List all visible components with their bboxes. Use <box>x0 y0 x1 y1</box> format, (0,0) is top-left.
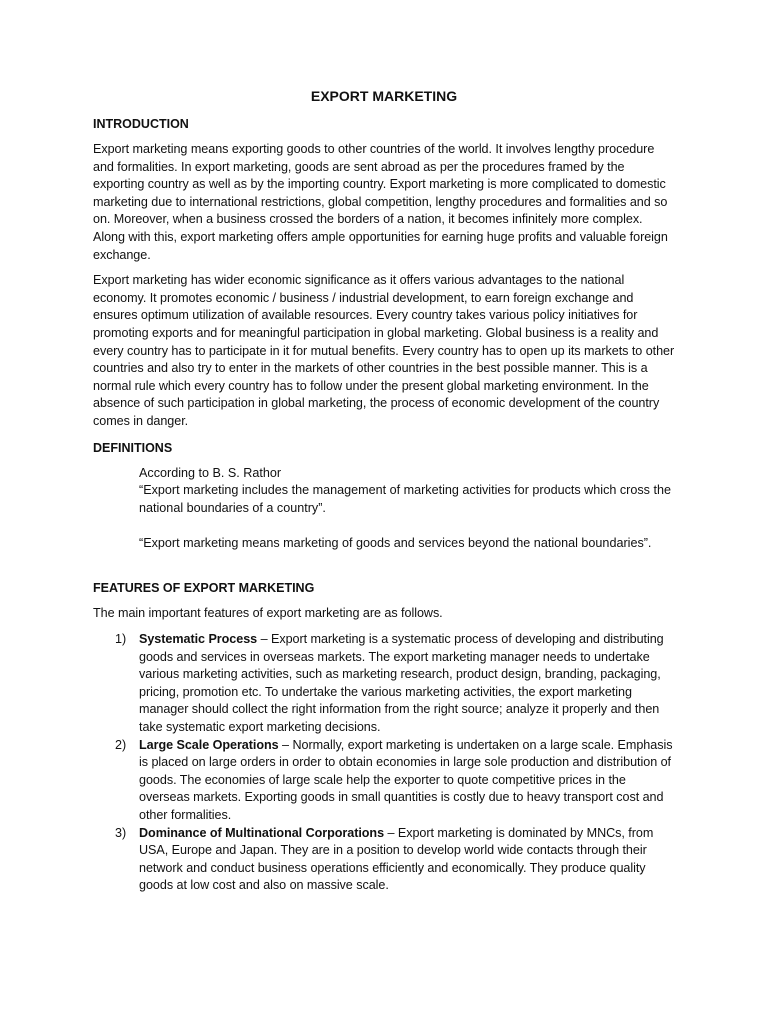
features-heading: FEATURES OF EXPORT MARKETING <box>93 581 315 596</box>
list-item-term: Large Scale Operations <box>139 737 279 752</box>
list-item-term: Systematic Process <box>139 632 258 647</box>
definition-quote-1: “Export marketing includes the management of marketing activities for products which cross the national boundaries of a country”. <box>139 483 671 515</box>
list-item-term: Dominance of Multinational Corporations <box>139 825 385 840</box>
introduction-paragraph-2: Export marketing has wider economic significance as it offers various advantages to the national economy. It promotes economic / business / industrial development, to earn foreign exchange and ensures optimum utilization of available resources. Every country takes various policy initiatives for promoting exports and for meaningful participation in global marketing. Global business is a reality and every country has to participate in it for mutual benefits. Every country has to open up its markets to other countries and also try to enter in the markets of other countries in the best possible manner. This is a normal rule which every country has to follow under the present global marketing environment. In the absence of such participation in global marketing, the process of economic development of the country comes in danger. <box>93 273 675 428</box>
introduction-heading: INTRODUCTION <box>93 117 189 131</box>
list-item-number: 3) <box>115 825 127 840</box>
definition-attribution: According to B. S. Rathor <box>139 465 282 480</box>
list-item-number: 2) <box>115 737 127 752</box>
list-item <box>93 825 675 895</box>
section-spacer <box>93 552 675 579</box>
definitions-block <box>139 465 675 553</box>
list-item-text: – Normally, export marketing is undertaken on a large scale. Emphasis is placed on large orders in order to obtain economies in large sole production and distribution of goods. The economies of large scale help the exporter to quote competitive prices in the overseas markets. Exporting goods in small quantities is costly due to heavy transport cost and other formalities. <box>139 737 673 822</box>
features-list <box>93 631 675 895</box>
definition-quote-2: “Export marketing means marketing of goods and services beyond the national boundaries”. <box>139 535 652 550</box>
document-title: EXPORT MARKETING <box>310 88 458 104</box>
introduction-paragraph-1: Export marketing means exporting goods to other countries of the world. It involves lengthy procedure and formalities. In export marketing, goods are sent abroad as per the procedures framed by the exporting country as well as by the importing country. Export marketing is more complicated to domestic marketing due to international restrictions, global competition, lengthy procedures and formalities and so on. Moreover, when a business crossed the borders of a nation, it becomes infinitely more complex. Along with this, export marketing offers ample opportunities for earning huge profits and valuable foreign exchange. <box>93 142 668 262</box>
list-item-text: – Export marketing is dominated by MNCs, from USA, Europe and Japan. They are in a position to develop world wide contacts through their network and conduct business operations efficiently and economically. They produce quality goods at low cost and also on massive scale. <box>139 825 654 893</box>
list-item <box>93 737 675 825</box>
features-intro: The main important features of export marketing are as follows. <box>93 606 443 621</box>
list-item <box>93 631 675 737</box>
definitions-heading: DEFINITIONS <box>93 440 173 455</box>
list-item-number: 1) <box>115 632 127 647</box>
list-item-text: – Export marketing is a systematic process of developing and distributing goods and services in overseas markets. The export marketing manager needs to undertake various marketing activities, such as marketing research, product design, branding, packaging, pricing, promotion etc. To undertake the various marketing activities, the export marketing manager should collect the right information from the right source; analyze it properly and then take systematic export marketing decisions. <box>139 632 664 735</box>
definition-gap <box>139 517 675 535</box>
